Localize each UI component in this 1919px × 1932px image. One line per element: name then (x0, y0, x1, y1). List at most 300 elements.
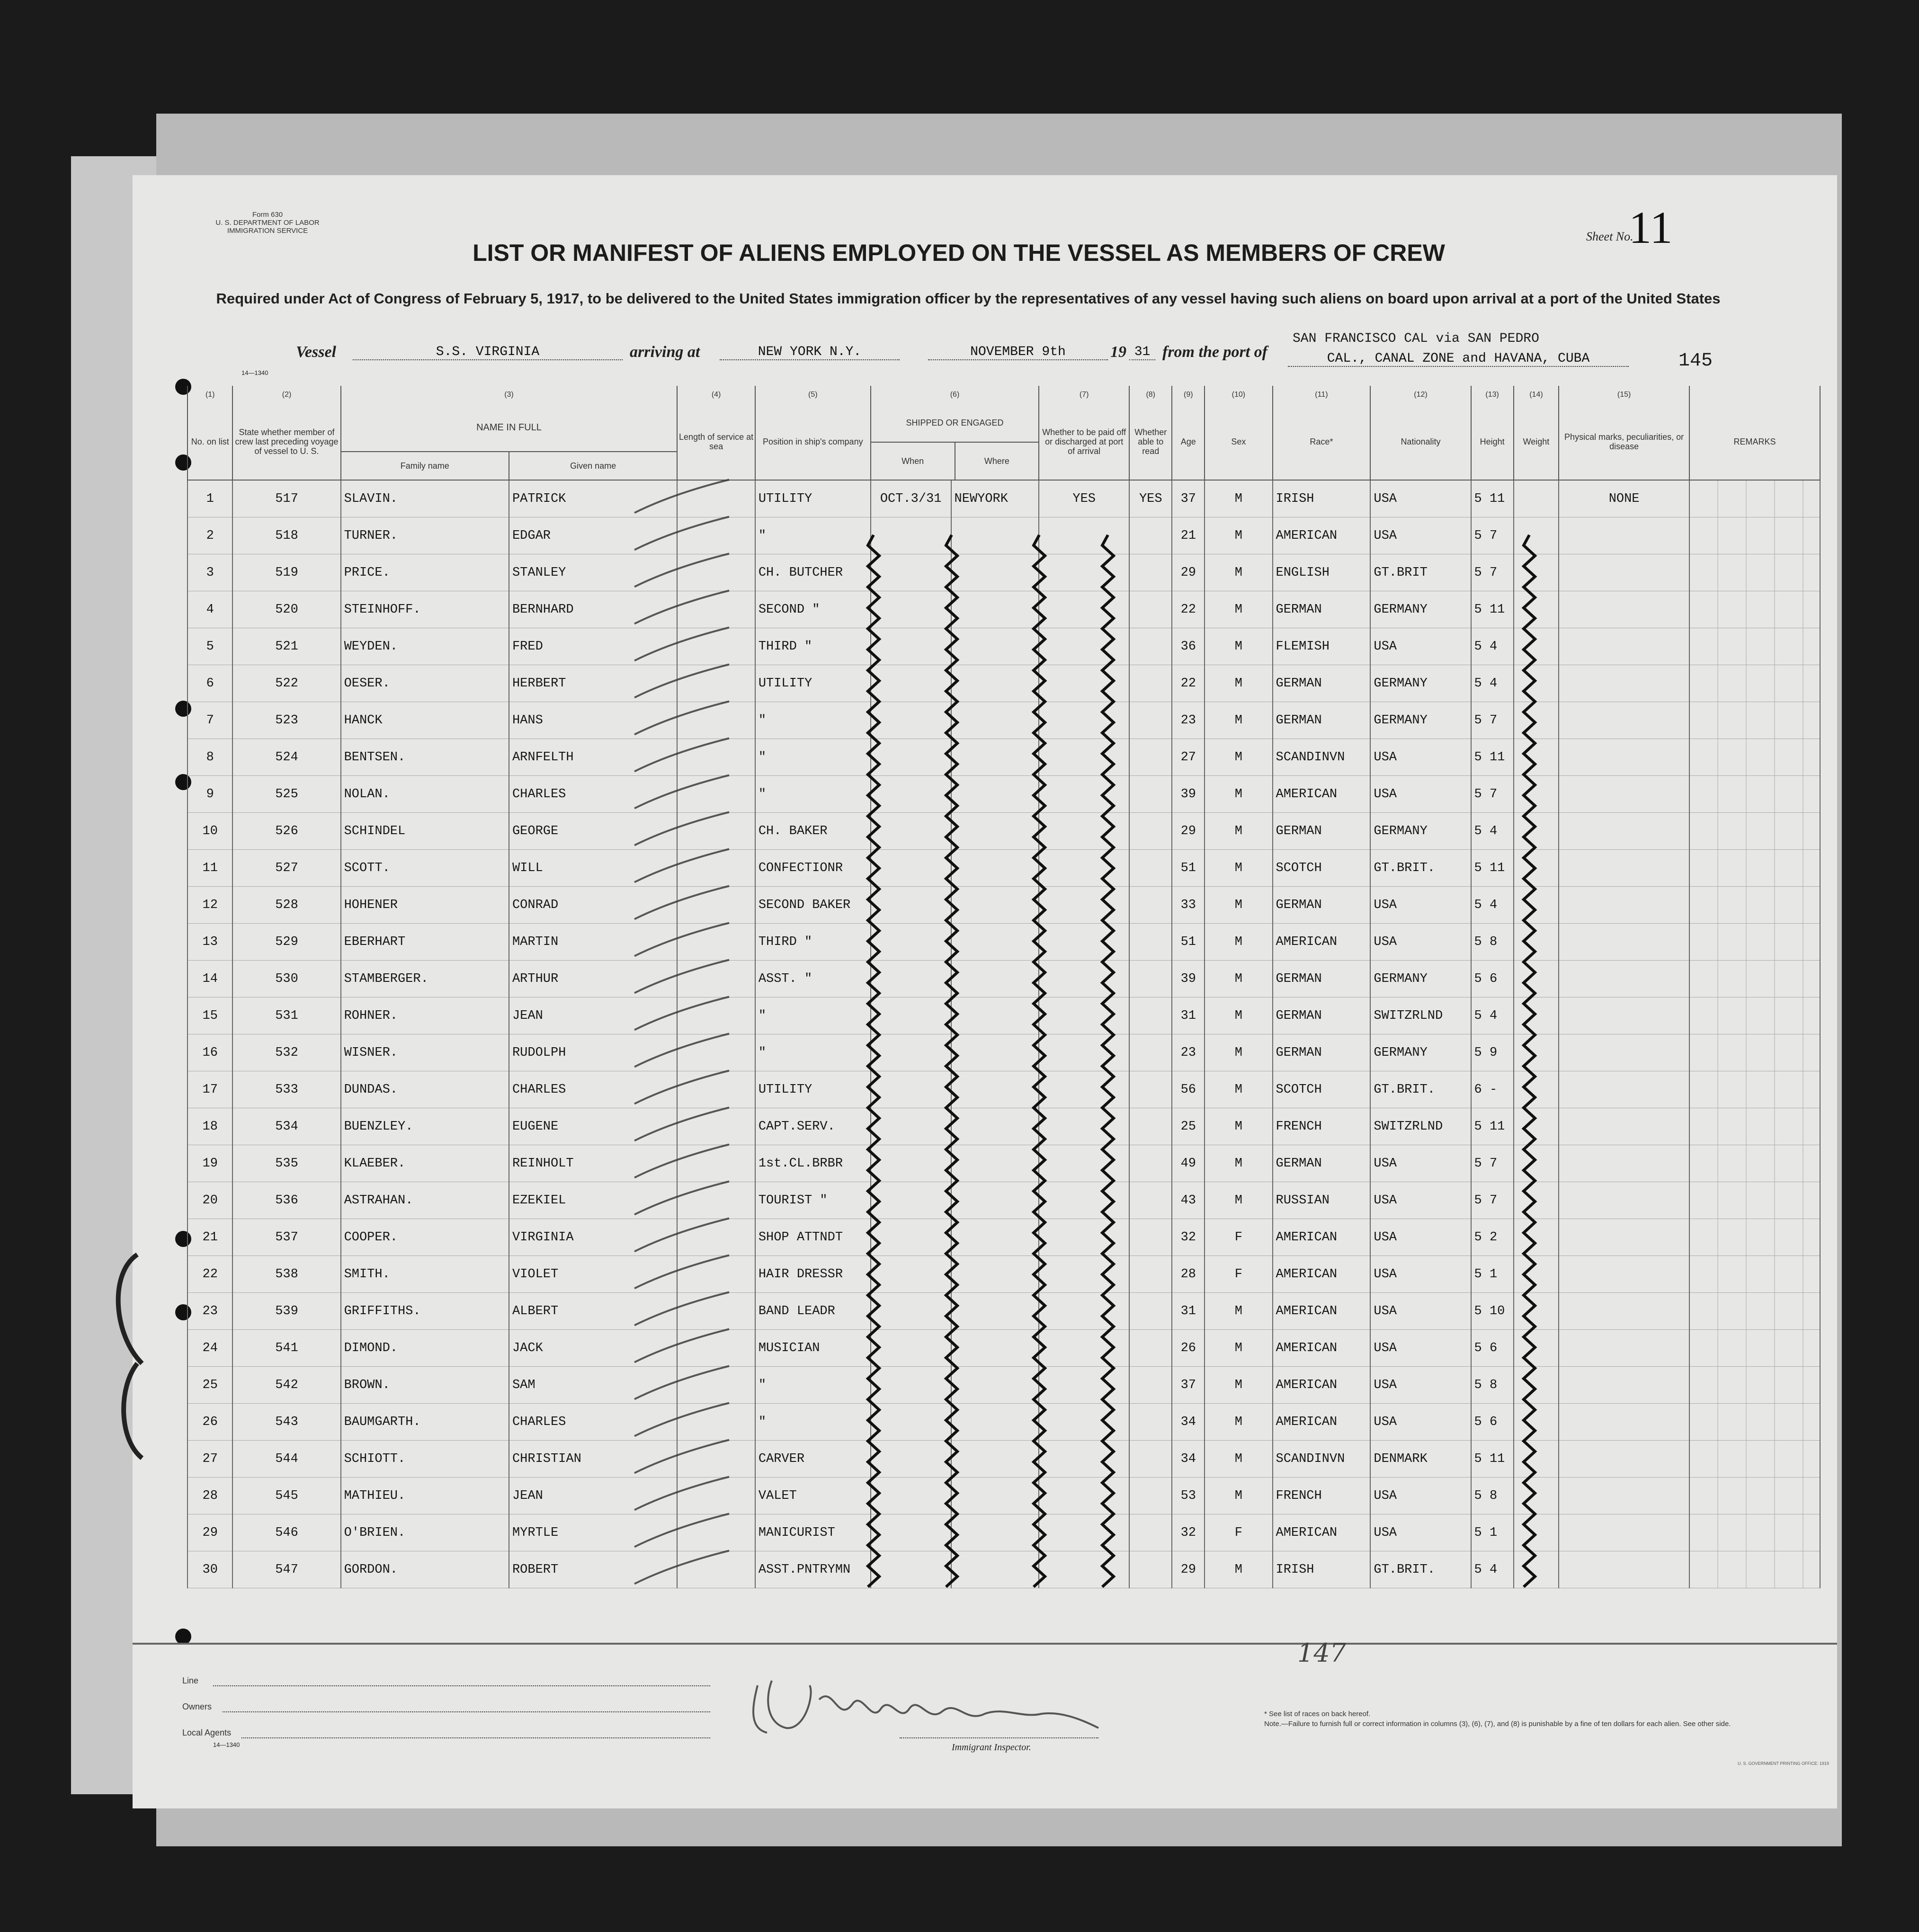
given-name-cell: ALBERT (509, 1293, 677, 1330)
family-name-cell: COOPER. (341, 1219, 509, 1256)
header-where: Where (984, 456, 1009, 466)
family-name-cell: O'BRIEN. (341, 1514, 509, 1551)
age-cell: 43 (1172, 1182, 1205, 1219)
height-cell: 5 4 (1471, 997, 1514, 1034)
age-cell: 37 (1172, 480, 1205, 517)
given-name-cell: EUGENE (509, 1108, 677, 1145)
row-number-cell: 5 (187, 628, 232, 665)
family-name-cell: PRICE. (341, 554, 509, 591)
given-name-cell: VIOLET (509, 1256, 677, 1293)
nationality-cell: USA (1370, 739, 1471, 776)
handwritten-count: 147 (1297, 1638, 1347, 1668)
given-name-cell: REINHOLT (509, 1145, 677, 1182)
height-cell: 5 7 (1471, 517, 1514, 554)
height-cell: 5 6 (1471, 1404, 1514, 1441)
margin-bracket-mark (118, 1255, 142, 1458)
family-name-cell: SLAVIN. (341, 480, 509, 517)
height-cell: 5 8 (1471, 924, 1514, 961)
year-prefix: 19 (1110, 343, 1126, 361)
col-num-7: (7) (1039, 386, 1129, 404)
given-name-cell: FRED (509, 628, 677, 665)
family-name-cell: BAUMGARTH. (341, 1404, 509, 1441)
height-cell: 5 4 (1471, 1551, 1514, 1588)
ditto-mark (1524, 535, 1535, 1587)
race-cell: FRENCH (1273, 1478, 1371, 1514)
position-cell: VALET (755, 1478, 871, 1514)
service-slash-mark (634, 1034, 729, 1067)
page-stamp: 145 (1678, 350, 1713, 372)
row-number-cell: 9 (187, 776, 232, 813)
race-cell: GERMAN (1273, 591, 1371, 628)
service-slash-mark (634, 923, 729, 956)
member-number-cell: 539 (232, 1293, 340, 1330)
sex-cell: M (1205, 665, 1272, 702)
sex-cell: M (1205, 1330, 1272, 1367)
position-cell: MUSICIAN (755, 1330, 871, 1367)
height-cell: 5 1 (1471, 1256, 1514, 1293)
age-cell: 23 (1172, 702, 1205, 739)
nationality-cell: DENMARK (1370, 1441, 1471, 1478)
row-number-cell: 17 (187, 1071, 232, 1108)
shipped-where-cell: NEWYORK (951, 480, 1039, 517)
vessel-name: S.S. VIRGINIA (353, 345, 623, 360)
race-cell: GERMAN (1273, 813, 1371, 850)
row-number-cell: 26 (187, 1404, 232, 1441)
member-number-cell: 537 (232, 1219, 340, 1256)
position-cell: ASST.PNTRYMN (755, 1551, 871, 1588)
race-cell: AMERICAN (1273, 517, 1371, 554)
member-number-cell: 525 (232, 776, 340, 813)
race-cell: SCANDINVN (1273, 739, 1371, 776)
height-cell: 5 6 (1471, 1330, 1514, 1367)
height-cell: 5 8 (1471, 1478, 1514, 1514)
family-name-cell: KLAEBER. (341, 1145, 509, 1182)
service-slash-mark (634, 1255, 729, 1289)
sex-cell: M (1205, 628, 1272, 665)
member-number-cell: 524 (232, 739, 340, 776)
row-number-cell: 23 (187, 1293, 232, 1330)
nationality-cell: GT.BRIT. (1370, 850, 1471, 887)
service-name: IMMIGRATION SERVICE (227, 227, 308, 235)
age-cell: 33 (1172, 887, 1205, 924)
member-number-cell: 519 (232, 554, 340, 591)
race-cell: AMERICAN (1273, 1330, 1371, 1367)
member-number-cell: 518 (232, 517, 340, 554)
sex-cell: F (1205, 1219, 1272, 1256)
row-number-cell: 12 (187, 887, 232, 924)
height-cell: 5 4 (1471, 665, 1514, 702)
printing-office: U. S. GOVERNMENT PRINTING OFFICE: 1919 (1738, 1761, 1829, 1766)
age-cell: 26 (1172, 1330, 1205, 1367)
service-slash-mark (634, 1071, 729, 1104)
given-name-cell: CONRAD (509, 887, 677, 924)
height-cell: 5 7 (1471, 776, 1514, 813)
sex-cell: M (1205, 924, 1272, 961)
nationality-cell: SWITZRLND (1370, 997, 1471, 1034)
row-number-cell: 19 (187, 1145, 232, 1182)
height-cell: 5 11 (1471, 850, 1514, 887)
given-name-cell: CHARLES (509, 776, 677, 813)
row-number-cell: 8 (187, 739, 232, 776)
service-slash-mark (634, 1366, 729, 1399)
race-cell: AMERICAN (1273, 1256, 1371, 1293)
family-name-cell: STEINHOFF. (341, 591, 509, 628)
nationality-cell: GT.BRIT (1370, 554, 1471, 591)
nationality-cell: GERMANY (1370, 813, 1471, 850)
race-cell: GERMAN (1273, 961, 1371, 997)
height-cell: 5 8 (1471, 1367, 1514, 1404)
header-family-name: Family name (341, 452, 509, 480)
position-cell: " (755, 997, 871, 1034)
form-code: 14—1340 (241, 369, 268, 376)
age-cell: 22 (1172, 591, 1205, 628)
vessel-label: Vessel (296, 343, 336, 361)
height-cell: 5 9 (1471, 1034, 1514, 1071)
given-name-cell: VIRGINIA (509, 1219, 677, 1256)
given-name-cell: PATRICK (509, 480, 677, 517)
col-num-13: (13) (1471, 386, 1514, 404)
position-cell: UTILITY (755, 480, 871, 517)
row-number-cell: 25 (187, 1367, 232, 1404)
given-name-cell: EDGAR (509, 517, 677, 554)
member-number-cell: 528 (232, 887, 340, 924)
col-num-8: (8) (1129, 386, 1172, 404)
family-name-cell: HANCK (341, 702, 509, 739)
member-number-cell: 521 (232, 628, 340, 665)
row-number-cell: 3 (187, 554, 232, 591)
age-cell: 39 (1172, 776, 1205, 813)
col-num-4: (4) (677, 386, 755, 404)
position-cell: " (755, 702, 871, 739)
row-number-cell: 13 (187, 924, 232, 961)
height-cell: 5 11 (1471, 739, 1514, 776)
position-cell: UTILITY (755, 665, 871, 702)
owners-label: Owners (182, 1702, 212, 1711)
header-height: Height (1471, 404, 1514, 480)
position-cell: " (755, 776, 871, 813)
height-cell: 5 2 (1471, 1219, 1514, 1256)
sex-cell: M (1205, 591, 1272, 628)
age-cell: 53 (1172, 1478, 1205, 1514)
given-name-cell: HERBERT (509, 665, 677, 702)
row-number-cell: 10 (187, 813, 232, 850)
row-number-cell: 1 (187, 480, 232, 517)
member-number-cell: 517 (232, 480, 340, 517)
service-slash-mark (634, 960, 729, 993)
family-name-cell: OESER. (341, 665, 509, 702)
position-cell: HAIR DRESSR (755, 1256, 871, 1293)
header-no-on-list: No. on list (187, 404, 232, 480)
from-port-line1: SAN FRANCISCO CAL via SAN PEDRO (1293, 331, 1539, 346)
given-name-cell: JACK (509, 1330, 677, 1367)
family-name-cell: HOHENER (341, 887, 509, 924)
header-race: Race* (1273, 404, 1371, 480)
header-physical: Physical marks, peculiarities, or disease (1559, 404, 1689, 480)
service-slash-mark (634, 480, 729, 513)
height-cell: 5 7 (1471, 554, 1514, 591)
height-cell: 5 11 (1471, 1108, 1514, 1145)
nationality-cell: GERMANY (1370, 961, 1471, 997)
height-cell: 5 4 (1471, 628, 1514, 665)
row-number-cell: 11 (187, 850, 232, 887)
position-cell: SHOP ATTNDT (755, 1219, 871, 1256)
race-cell: AMERICAN (1273, 776, 1371, 813)
nationality-cell: USA (1370, 517, 1471, 554)
arriving-label: arriving at (630, 343, 700, 361)
race-cell: GERMAN (1273, 1034, 1371, 1071)
header-nationality: Nationality (1370, 404, 1471, 480)
family-name-cell: BUENZLEY. (341, 1108, 509, 1145)
service-slash-mark (634, 517, 729, 550)
given-name-cell: MYRTLE (509, 1514, 677, 1551)
local-agents-label: Local Agents (182, 1728, 232, 1737)
footnotes (1264, 1709, 1785, 1729)
given-name-cell: SAM (509, 1367, 677, 1404)
sex-cell: M (1205, 813, 1272, 850)
nationality-cell: USA (1370, 1256, 1471, 1293)
member-number-cell: 541 (232, 1330, 340, 1367)
age-cell: 49 (1172, 1145, 1205, 1182)
height-cell: 5 4 (1471, 887, 1514, 924)
inspector-signature (739, 1666, 1108, 1742)
page-title: LIST OR MANIFEST OF ALIENS EMPLOYED ON THE VESSEL AS MEMBERS OF CREW (473, 240, 1445, 266)
age-cell: 31 (1172, 1293, 1205, 1330)
header-state-member: State whether member of crew last preceding voyage of vessel to U. S. (232, 404, 340, 480)
able-to-read-cell: YES (1129, 480, 1172, 517)
given-name-cell: CHARLES (509, 1404, 677, 1441)
sex-cell: M (1205, 1145, 1272, 1182)
member-number-cell: 543 (232, 1404, 340, 1441)
race-cell: FRENCH (1273, 1108, 1371, 1145)
service-slash-mark (634, 665, 729, 698)
nationality-cell: GT.BRIT. (1370, 1551, 1471, 1588)
header-when: When (871, 443, 955, 480)
nationality-cell: USA (1370, 1404, 1471, 1441)
sex-cell: M (1205, 702, 1272, 739)
nationality-cell: USA (1370, 776, 1471, 813)
given-name-cell: ARTHUR (509, 961, 677, 997)
nationality-cell: USA (1370, 1330, 1471, 1367)
age-cell: 21 (1172, 517, 1205, 554)
sex-cell: M (1205, 480, 1272, 517)
family-name-cell: ROHNER. (341, 997, 509, 1034)
col-num-2: (2) (232, 386, 340, 404)
header-weight: Weight (1514, 404, 1559, 480)
service-slash-mark (634, 1329, 729, 1362)
position-cell: " (755, 517, 871, 554)
age-cell: 22 (1172, 665, 1205, 702)
sex-cell: M (1205, 554, 1272, 591)
col-num-9: (9) (1172, 386, 1205, 404)
height-cell: 5 11 (1471, 480, 1514, 517)
family-name-cell: GORDON. (341, 1551, 509, 1588)
age-cell: 27 (1172, 739, 1205, 776)
age-cell: 23 (1172, 1034, 1205, 1071)
position-cell: CONFECTIONR (755, 850, 871, 887)
given-name-cell: JEAN (509, 997, 677, 1034)
nationality-cell: USA (1370, 1367, 1471, 1404)
family-name-cell: DIMOND. (341, 1330, 509, 1367)
line-label: Line (182, 1676, 199, 1685)
service-slash-mark (634, 1108, 729, 1141)
age-cell: 56 (1172, 1071, 1205, 1108)
position-cell: ASST. " (755, 961, 871, 997)
sex-cell: M (1205, 887, 1272, 924)
col-num-11: (11) (1273, 386, 1371, 404)
given-name-cell: ROBERT (509, 1551, 677, 1588)
header-age: Age (1172, 404, 1205, 480)
member-number-cell: 530 (232, 961, 340, 997)
row-number-cell: 2 (187, 517, 232, 554)
ditto-mark (1034, 535, 1045, 1587)
race-cell: FLEMISH (1273, 628, 1371, 665)
row-number-cell: 15 (187, 997, 232, 1034)
age-cell: 25 (1172, 1108, 1205, 1145)
race-cell: ENGLISH (1273, 554, 1371, 591)
member-number-cell: 535 (232, 1145, 340, 1182)
note-penalty: Note.—Failure to furnish full or correct information in columns (3), (6), (7), and (8) is punishable by a fine of ten dollars for each alien. See other side. (1264, 1720, 1731, 1728)
row-number-cell: 20 (187, 1182, 232, 1219)
family-name-cell: EBERHART (341, 924, 509, 961)
sex-cell: M (1205, 776, 1272, 813)
nationality-cell: USA (1370, 1182, 1471, 1219)
form-number: Form 630 (252, 211, 283, 219)
member-number-cell: 534 (232, 1108, 340, 1145)
year-suffix: 31 (1129, 345, 1155, 360)
row-number-cell: 27 (187, 1441, 232, 1478)
given-name-cell: JEAN (509, 1478, 677, 1514)
header-sex: Sex (1205, 404, 1272, 480)
nationality-cell: GERMANY (1370, 1034, 1471, 1071)
race-cell: IRISH (1273, 1551, 1371, 1588)
age-cell: 31 (1172, 997, 1205, 1034)
col-num-14: (14) (1514, 386, 1559, 404)
header-given-name: Given name (570, 461, 616, 471)
col-num-1: (1) (187, 386, 232, 404)
position-cell: TOURIST " (755, 1182, 871, 1219)
member-number-cell: 536 (232, 1182, 340, 1219)
position-cell: 1st.CL.BRBR (755, 1145, 871, 1182)
height-cell: 5 10 (1471, 1293, 1514, 1330)
position-cell: CAPT.SERV. (755, 1108, 871, 1145)
row-number-cell: 16 (187, 1034, 232, 1071)
member-number-cell: 520 (232, 591, 340, 628)
position-cell: " (755, 1367, 871, 1404)
header-able-read: Whether able to read (1129, 404, 1172, 480)
age-cell: 32 (1172, 1514, 1205, 1551)
row-number-cell: 18 (187, 1108, 232, 1145)
row-number-cell: 4 (187, 591, 232, 628)
ditto-mark (868, 535, 879, 1587)
race-cell: GERMAN (1273, 702, 1371, 739)
given-name-cell: WILL (509, 850, 677, 887)
race-cell: GERMAN (1273, 665, 1371, 702)
sex-cell: M (1205, 1034, 1272, 1071)
service-slash-mark (634, 628, 729, 661)
arriving-port: NEW YORK N.Y. (720, 345, 900, 360)
nationality-cell: USA (1370, 480, 1471, 517)
given-name-cell: ARNFELTH (509, 739, 677, 776)
footer-form-code: 14—1340 (213, 1741, 240, 1748)
sex-cell: M (1205, 1182, 1272, 1219)
member-number-cell: 532 (232, 1034, 340, 1071)
nationality-cell: SWITZRLND (1370, 1108, 1471, 1145)
given-name-cell: BERNHARD (509, 591, 677, 628)
col-num-5: (5) (755, 386, 871, 404)
position-cell: BAND LEADR (755, 1293, 871, 1330)
family-name-cell: SCHINDEL (341, 813, 509, 850)
race-cell: SCOTCH (1273, 850, 1371, 887)
family-name-cell: BENTSEN. (341, 739, 509, 776)
col-num-6: (6) (871, 386, 1039, 404)
given-name-cell: EZEKIEL (509, 1182, 677, 1219)
family-name-cell: STAMBERGER. (341, 961, 509, 997)
sex-cell: F (1205, 1256, 1272, 1293)
service-slash-mark (634, 1440, 729, 1473)
age-cell: 29 (1172, 554, 1205, 591)
family-name-cell: SCOTT. (341, 850, 509, 887)
height-cell: 5 7 (1471, 702, 1514, 739)
footer-rule (133, 1643, 1837, 1645)
row-number-cell: 21 (187, 1219, 232, 1256)
race-cell: IRISH (1273, 480, 1371, 517)
header-shipped: SHIPPED OR ENGAGED (871, 404, 1038, 443)
race-cell: SCANDINVN (1273, 1441, 1371, 1478)
service-slash-mark (634, 997, 729, 1030)
position-cell: SECOND " (755, 591, 871, 628)
service-slash-mark (634, 591, 729, 624)
family-name-cell: SCHIOTT. (341, 1441, 509, 1478)
sheet-label: Sheet No. (1586, 230, 1633, 243)
sex-cell: M (1205, 1108, 1272, 1145)
height-cell: 5 6 (1471, 961, 1514, 997)
member-number-cell: 544 (232, 1441, 340, 1478)
sex-cell: M (1205, 961, 1272, 997)
age-cell: 32 (1172, 1219, 1205, 1256)
age-cell: 36 (1172, 628, 1205, 665)
local-agents-field (241, 1737, 710, 1738)
family-name-cell: ASTRAHAN. (341, 1182, 509, 1219)
nationality-cell: USA (1370, 628, 1471, 665)
line-field (213, 1685, 710, 1686)
header-name-group: NAME IN FULL (341, 404, 677, 452)
family-name-cell: TURNER. (341, 517, 509, 554)
nationality-cell: USA (1370, 1219, 1471, 1256)
race-cell: AMERICAN (1273, 1367, 1371, 1404)
service-slash-mark (634, 1182, 729, 1215)
service-slash-mark (634, 1292, 729, 1326)
race-cell: GERMAN (1273, 997, 1371, 1034)
age-cell: 34 (1172, 1404, 1205, 1441)
sex-cell: M (1205, 1071, 1272, 1108)
member-number-cell: 522 (232, 665, 340, 702)
sex-cell: M (1205, 1293, 1272, 1330)
header-position: Position in ship's company (755, 404, 871, 480)
sex-cell: M (1205, 739, 1272, 776)
member-number-cell: 531 (232, 997, 340, 1034)
race-cell: RUSSIAN (1273, 1182, 1371, 1219)
age-cell: 29 (1172, 1551, 1205, 1588)
member-number-cell: 533 (232, 1071, 340, 1108)
member-number-cell: 542 (232, 1367, 340, 1404)
position-cell: CARVER (755, 1441, 871, 1478)
given-name-cell: CHRISTIAN (509, 1441, 677, 1478)
family-name-cell: WEYDEN. (341, 628, 509, 665)
age-cell: 29 (1172, 813, 1205, 850)
position-cell: " (755, 1404, 871, 1441)
position-cell: UTILITY (755, 1071, 871, 1108)
family-name-cell: MATHIEU. (341, 1478, 509, 1514)
